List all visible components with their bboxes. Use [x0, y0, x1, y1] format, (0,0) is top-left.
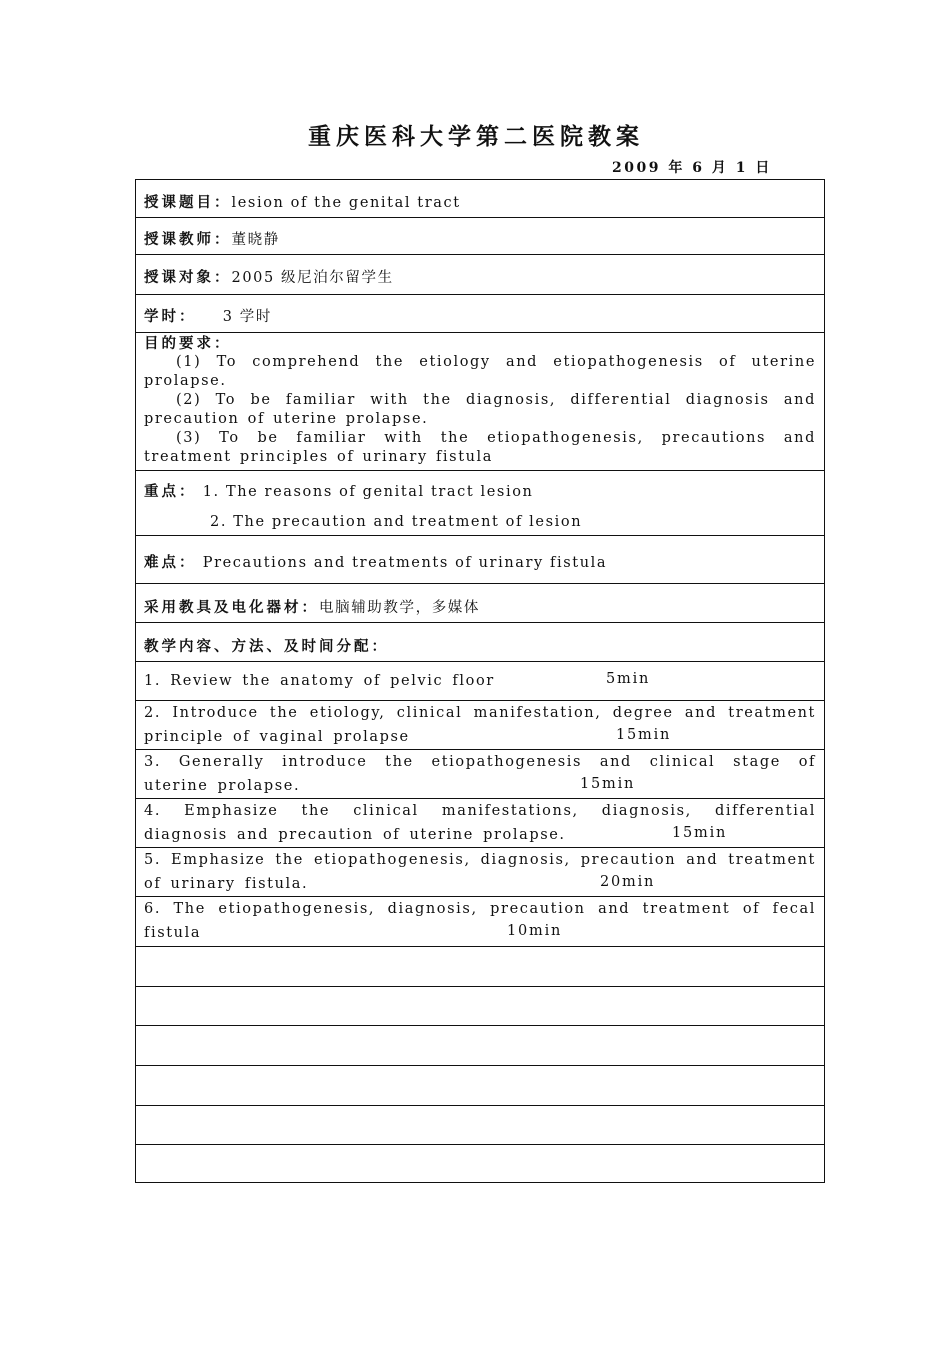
topic-value: lesion of the genital tract [231, 195, 461, 211]
content-item-text: 1. Review the anatomy of pelvic floor [144, 673, 495, 689]
difficulties-value: Precautions and treatments of urinary fistula [202, 555, 608, 571]
hours-label: 学时： [144, 308, 197, 325]
equipment-label: 采用教具及电化器材： [144, 599, 319, 616]
key-point-item: 2. The precaution and treatment of lesion [210, 514, 583, 530]
content-item-row [136, 750, 824, 799]
equipment-row [136, 584, 824, 623]
equipment-value: 电脑辅助教学，多媒体 [319, 600, 480, 616]
hours-row [136, 295, 824, 333]
content-item-row [136, 662, 824, 701]
objective-item: (3) To be familiar with the etiopathogenesis, precautions and treatment principles of urinary fistula [144, 430, 816, 465]
content-item-row [136, 701, 824, 750]
content-item-row [136, 799, 824, 848]
topic-row [136, 180, 824, 218]
content-item-duration: 15min [616, 727, 672, 743]
audience-label: 授课对象： [144, 269, 232, 286]
content-header-row [136, 623, 824, 662]
content-item-duration: 15min [672, 825, 728, 841]
topic-label: 授课题目： [144, 194, 232, 211]
objective-item: (2) To be familiar with the diagnosis, differential diagnosis and precaution of uterine prolapse. [144, 392, 816, 427]
key-points-label: 重点： [144, 483, 197, 500]
empty-row [136, 1145, 824, 1182]
empty-row [136, 1066, 824, 1106]
content-item-text: 6. The etiopathogenesis, diagnosis, precaution and treatment of fecal fistula [144, 901, 816, 941]
content-item-row [136, 848, 824, 897]
content-item-text: 4. Emphasize the clinical manifestations, diagnosis, differential diagnosis and precaution of uterine prolapse. [144, 803, 816, 843]
document-date: 2009 年 6 月 1 日 [612, 160, 772, 176]
teacher-value: 董晓静 [231, 232, 280, 248]
content-item-duration: 10min [507, 923, 563, 939]
content-item-duration: 20min [600, 874, 656, 890]
teacher-row [136, 218, 824, 255]
lesson-plan-table [135, 179, 825, 1183]
hours-value: 3 学时 [222, 309, 272, 325]
key-points-row [136, 471, 824, 536]
difficulties-row [136, 536, 824, 584]
content-item-row [136, 897, 824, 947]
objectives-label: 目的要求： [144, 335, 232, 352]
difficulties-label: 难点： [144, 554, 197, 571]
document-title: 重庆医科大学第二医院教案 [308, 123, 644, 150]
content-item-text: 5. Emphasize the etiopathogenesis, diagnosis, precaution and treatment of urinary fistula. [144, 852, 816, 892]
empty-row [136, 947, 824, 987]
teacher-label: 授课教师： [144, 231, 232, 248]
content-item-text: 2. Introduce the etiology, clinical manifestation, degree and treatment principle of vaginal prolapse [144, 705, 816, 745]
content-item-text: 3. Generally introduce the etiopathogenesis and clinical stage of uterine prolapse. [144, 754, 816, 794]
objectives-row [136, 333, 824, 471]
content-item-duration: 15min [580, 776, 636, 792]
content-item-duration: 5min [606, 671, 651, 687]
audience-value: 2005 级尼泊尔留学生 [231, 270, 394, 286]
content-label: 教学内容、方法、及时间分配： [144, 638, 389, 655]
objective-item: (1) To comprehend the etiology and etiopathogenesis of uterine prolapse. [144, 354, 816, 389]
empty-row [136, 1106, 824, 1145]
empty-row [136, 987, 824, 1026]
key-point-item: 1. The reasons of genital tract lesion [202, 484, 534, 500]
audience-row [136, 255, 824, 295]
empty-row [136, 1026, 824, 1066]
